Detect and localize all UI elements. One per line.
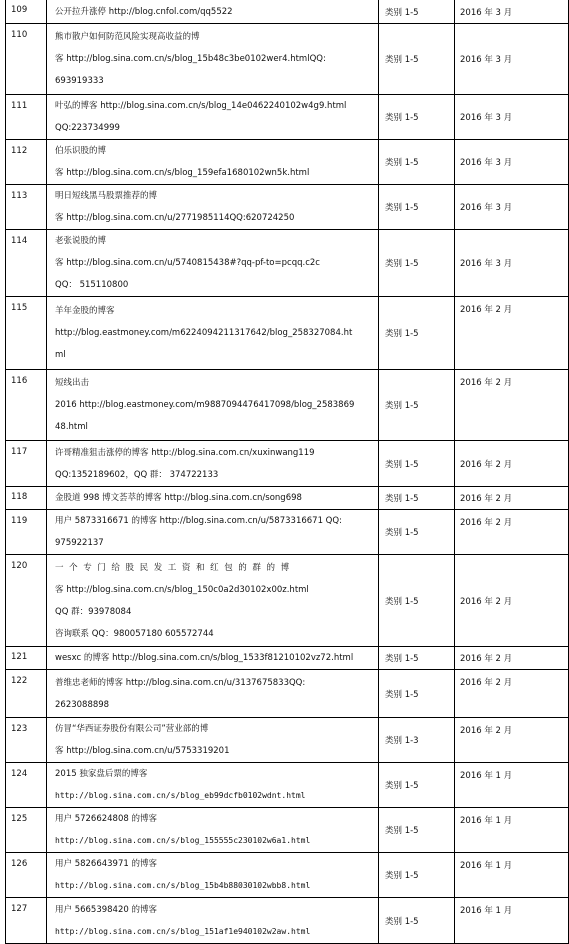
category-cell: 类别 1-5 xyxy=(379,808,455,853)
row-number: 124 xyxy=(6,763,47,808)
blog-entry-cell xyxy=(47,297,379,370)
blog-entry-cell xyxy=(47,647,379,670)
blog-title-line: 仿冒“华西证券股份有限公司”营业部的博 xyxy=(55,724,209,734)
blog-entry-cell xyxy=(47,718,379,763)
blog-detail-line: 693919333 xyxy=(55,76,104,86)
category-cell: 类别 1-5 xyxy=(379,140,455,185)
blog-detail-line[interactable]: http://blog.sina.com.cn/s/blog_15b4b88030102wbb8.html xyxy=(55,881,311,890)
table-row xyxy=(6,0,569,24)
blog-title-line: 明日短线黑马股票推荐的博 xyxy=(55,191,158,201)
category-cell: 类别 1-5 xyxy=(379,230,455,297)
blog-entry-cell xyxy=(47,441,379,487)
table-row xyxy=(6,718,569,763)
row-number: 116 xyxy=(6,370,47,441)
category-cell: 类别 1-5 xyxy=(379,95,455,140)
blog-title-line: 用户 5726624808 的博客 xyxy=(55,814,157,824)
category-cell: 类别 1-3 xyxy=(379,718,455,763)
blog-detail-line: ml xyxy=(55,350,66,360)
blog-title-line: 羊年金股的博客 xyxy=(55,306,115,316)
date-cell: 2016 年 1 月 xyxy=(455,898,569,944)
table-row xyxy=(6,230,569,297)
date-cell: 2016 年 3 月 xyxy=(455,95,569,140)
date-cell: 2016 年 3 月 xyxy=(455,0,569,24)
blog-entry-cell xyxy=(47,808,379,853)
table-row xyxy=(6,670,569,718)
category-cell: 类别 1-5 xyxy=(379,24,455,95)
table-row xyxy=(6,555,569,647)
blog-title-line[interactable]: 公开拉升涨停 http://blog.cnfol.com/qq5522 xyxy=(55,6,233,17)
row-number: 122 xyxy=(6,670,47,718)
blog-detail-line: QQ:223734999 xyxy=(55,123,120,133)
row-number: 114 xyxy=(6,230,47,297)
blog-title-line: 一个专门给股民发工资和红包的群的博 xyxy=(55,562,295,573)
blog-entry-cell xyxy=(47,853,379,898)
blog-detail-line: 975922137 xyxy=(55,538,104,548)
category-cell: 类别 1-5 xyxy=(379,297,455,370)
date-cell: 2016 年 3 月 xyxy=(455,230,569,297)
date-cell: 2016 年 2 月 xyxy=(455,370,569,441)
table-row xyxy=(6,185,569,230)
blog-entry-cell xyxy=(47,898,379,944)
blog-entry-cell xyxy=(47,24,379,95)
date-cell: 2016 年 3 月 xyxy=(455,185,569,230)
date-cell: 2016 年 1 月 xyxy=(455,763,569,808)
row-number: 121 xyxy=(6,647,47,670)
blog-title-line[interactable]: 金股道 998 博文荟萃的博客 http://blog.sina.com.cn/song698 xyxy=(55,493,302,503)
blog-detail-line[interactable]: 客 http://blog.sina.com.cn/u/5753319201 xyxy=(55,746,230,756)
row-number: 110 xyxy=(6,24,47,95)
table-body xyxy=(6,0,569,944)
blog-detail-line[interactable]: http://blog.sina.com.cn/s/blog_151af1e940102w2aw.html xyxy=(55,926,311,936)
date-cell: 2016 年 2 月 xyxy=(455,510,569,555)
category-cell: 类别 1-5 xyxy=(379,0,455,24)
row-number: 112 xyxy=(6,140,47,185)
blog-entry-cell xyxy=(47,763,379,808)
row-number: 117 xyxy=(6,441,47,487)
table-row xyxy=(6,487,569,510)
blog-detail-line: QQ:1352189602，QQ 群： 374722133 xyxy=(55,469,219,480)
blog-detail-line[interactable]: 2016 http://blog.eastmoney.com/m9887094476417098/blog_2583869 xyxy=(55,400,355,410)
category-cell: 类别 1-5 xyxy=(379,441,455,487)
row-number: 118 xyxy=(6,487,47,510)
table-row xyxy=(6,763,569,808)
date-cell: 2016 年 2 月 xyxy=(455,487,569,510)
blog-detail-line[interactable]: 客 http://blog.sina.com.cn/s/blog_15b48c3be0102wer4.htmlQQ: xyxy=(55,54,326,64)
blog-entry-cell xyxy=(47,0,379,24)
blog-entry-cell xyxy=(47,555,379,647)
blog-list-table xyxy=(5,0,569,944)
blog-title-line: 伯乐识股的博 xyxy=(55,146,107,156)
table-row xyxy=(6,853,569,898)
blog-detail-line: 2623088898 xyxy=(55,699,110,710)
table-row xyxy=(6,370,569,441)
blog-title-line: 老张说股的博 xyxy=(55,236,107,246)
blog-title-line[interactable]: wesxc 的博客 http://blog.sina.com.cn/s/blog_1533f81210102vz72.html xyxy=(55,653,354,663)
blog-detail-line[interactable]: 客 http://blog.sina.com.cn/u/5740815438#?qq-pf-to=pcqq.c2c xyxy=(55,258,320,268)
blog-title-line[interactable]: 普维忠老师的博客 http://blog.sina.com.cn/u/3137675833QQ: xyxy=(55,677,306,688)
date-cell: 2016 年 2 月 xyxy=(455,647,569,670)
blog-title-line: 用户 5665398420 的博客 xyxy=(55,904,157,915)
blog-detail-line[interactable]: 客 http://blog.sina.com.cn/u/2771985114QQ:620724250 xyxy=(55,213,295,223)
table-row xyxy=(6,647,569,670)
table-row xyxy=(6,24,569,95)
row-number: 109 xyxy=(6,0,47,24)
blog-detail-line[interactable]: http://blog.sina.com.cn/s/blog_eb99dcfb0102wdnt.html xyxy=(55,791,306,800)
date-cell: 2016 年 2 月 xyxy=(455,555,569,647)
table-row xyxy=(6,297,569,370)
row-number: 125 xyxy=(6,808,47,853)
blog-title-line: 熊市散户如何防范风险实现高收益的博 xyxy=(55,32,200,42)
date-cell: 2016 年 1 月 xyxy=(455,808,569,853)
blog-entry-cell xyxy=(47,95,379,140)
category-cell: 类别 1-5 xyxy=(379,510,455,555)
table-row xyxy=(6,95,569,140)
blog-detail-line: 咨询联系 QQ：980057180 605572744 xyxy=(55,628,214,639)
blog-title-line[interactable]: 叶弘的博客 http://blog.sina.com.cn/s/blog_14e0462240102w4g9.html xyxy=(55,101,347,111)
row-number: 123 xyxy=(6,718,47,763)
category-cell: 类别 1-5 xyxy=(379,763,455,808)
blog-entry-cell xyxy=(47,487,379,510)
blog-entry-cell xyxy=(47,185,379,230)
date-cell: 2016 年 2 月 xyxy=(455,441,569,487)
blog-entry-cell xyxy=(47,510,379,555)
table-row xyxy=(6,898,569,944)
blog-title-line[interactable]: 许哥精准狙击涨停的博客 http://blog.sina.com.cn/xuxinwang119 xyxy=(55,447,315,458)
category-cell: 类别 1-5 xyxy=(379,555,455,647)
category-cell: 类别 1-5 xyxy=(379,370,455,441)
date-cell: 2016 年 2 月 xyxy=(455,670,569,718)
blog-detail-line[interactable]: http://blog.sina.com.cn/s/blog_155555c230102w6a1.html xyxy=(55,836,311,845)
blog-title-line: 用户 5826643971 的博客 xyxy=(55,859,157,869)
table-row xyxy=(6,140,569,185)
blog-detail-line[interactable]: 客 http://blog.sina.com.cn/s/blog_159efa1680102wn5k.html xyxy=(55,168,310,178)
category-cell: 类别 1-5 xyxy=(379,898,455,944)
table-row xyxy=(6,441,569,487)
category-cell: 类别 1-5 xyxy=(379,647,455,670)
category-cell: 类别 1-5 xyxy=(379,185,455,230)
blog-entry-cell xyxy=(47,670,379,718)
date-cell: 2016 年 2 月 xyxy=(455,297,569,370)
blog-detail-line: QQ： 515110800 xyxy=(55,280,129,290)
row-number: 120 xyxy=(6,555,47,647)
row-number: 111 xyxy=(6,95,47,140)
blog-detail-line[interactable]: http://blog.eastmoney.com/m6224094211317642/blog_258327084.ht xyxy=(55,328,353,338)
category-cell: 类别 1-5 xyxy=(379,487,455,510)
blog-entry-cell xyxy=(47,370,379,441)
date-cell: 2016 年 2 月 xyxy=(455,718,569,763)
date-cell: 2016 年 3 月 xyxy=(455,24,569,95)
blog-detail-line[interactable]: 客 http://blog.sina.com.cn/s/blog_150c0a2d30102x00z.html xyxy=(55,584,309,595)
date-cell: 2016 年 3 月 xyxy=(455,140,569,185)
blog-entry-cell xyxy=(47,230,379,297)
table-row xyxy=(6,808,569,853)
row-number: 115 xyxy=(6,297,47,370)
blog-detail-line: 48.html xyxy=(55,422,88,432)
table-row xyxy=(6,510,569,555)
category-cell: 类别 1-5 xyxy=(379,853,455,898)
row-number: 126 xyxy=(6,853,47,898)
blog-title-line: 2015 独家盘后票的博客 xyxy=(55,769,148,779)
blog-detail-line: QQ 群：93978084 xyxy=(55,606,132,617)
blog-title-line: 短线出击 xyxy=(55,378,90,388)
row-number: 113 xyxy=(6,185,47,230)
blog-title-line[interactable]: 用户 5873316671 的博客 http://blog.sina.com.cn/u/5873316671 QQ: xyxy=(55,516,342,526)
row-number: 127 xyxy=(6,898,47,944)
row-number: 119 xyxy=(6,510,47,555)
date-cell: 2016 年 1 月 xyxy=(455,853,569,898)
category-cell: 类别 1-5 xyxy=(379,670,455,718)
blog-entry-cell xyxy=(47,140,379,185)
